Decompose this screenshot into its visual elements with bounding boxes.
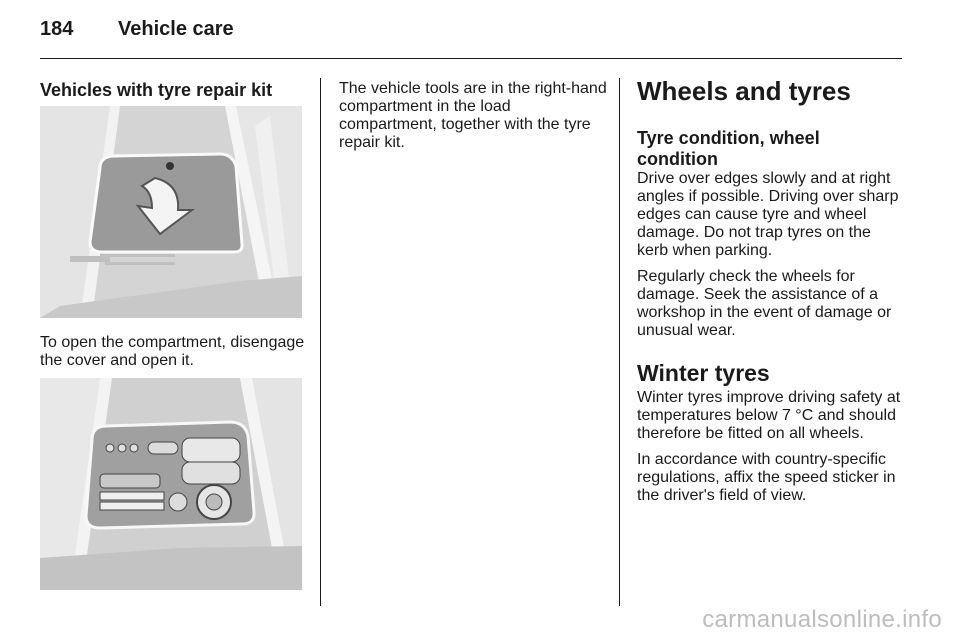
left-column xyxy=(40,80,310,101)
left-heading: Vehicles with tyre repair kit xyxy=(40,80,273,100)
figure2-svg xyxy=(40,378,302,590)
middle-column xyxy=(339,80,607,152)
figure1-svg xyxy=(40,106,302,318)
header-rule xyxy=(40,58,902,59)
winter-tyres-p1: Winter tyres improve driving safety at temperatures below 7 °C and should therefore be fitted on all wheels. xyxy=(637,389,901,442)
cargo-compartment-cover-open-illustration xyxy=(40,106,302,318)
left-caption-block xyxy=(40,334,306,370)
winter-tyres-heading: Winter tyres xyxy=(637,360,770,386)
right-column xyxy=(637,76,905,505)
tyre-condition-p2: Regularly check the wheels for damage. Seek the assistance of a workshop in the event of damage or unusual wear. xyxy=(637,268,892,339)
tyre-condition-heading: Tyre condition, wheel condition xyxy=(637,128,820,169)
cargo-compartment-tools-illustration xyxy=(40,378,302,590)
winter-tyres-p2: In accordance with country-specific regulations, affix the speed sticker in the driver's field of view. xyxy=(637,451,896,504)
column-divider-right xyxy=(619,78,620,606)
figure1-caption: To open the compartment, disengage the cover and open it. xyxy=(40,334,305,369)
page-number: 184 xyxy=(40,18,74,40)
watermark: carmanualsonline.info xyxy=(702,606,942,633)
middle-text: The vehicle tools are in the right-hand compartment in the load compartment, together with the tyre repair kit. xyxy=(339,80,607,151)
column-divider-left xyxy=(320,78,321,606)
wheels-and-tyres-title: Wheels and tyres xyxy=(637,76,851,106)
tyre-condition-p1: Drive over edges slowly and at right angles if possible. Driving over sharp edges can cause tyre and wheel damage. Do not trap tyres on the kerb when parking. xyxy=(637,170,899,259)
section-title: Vehicle care xyxy=(118,18,234,40)
